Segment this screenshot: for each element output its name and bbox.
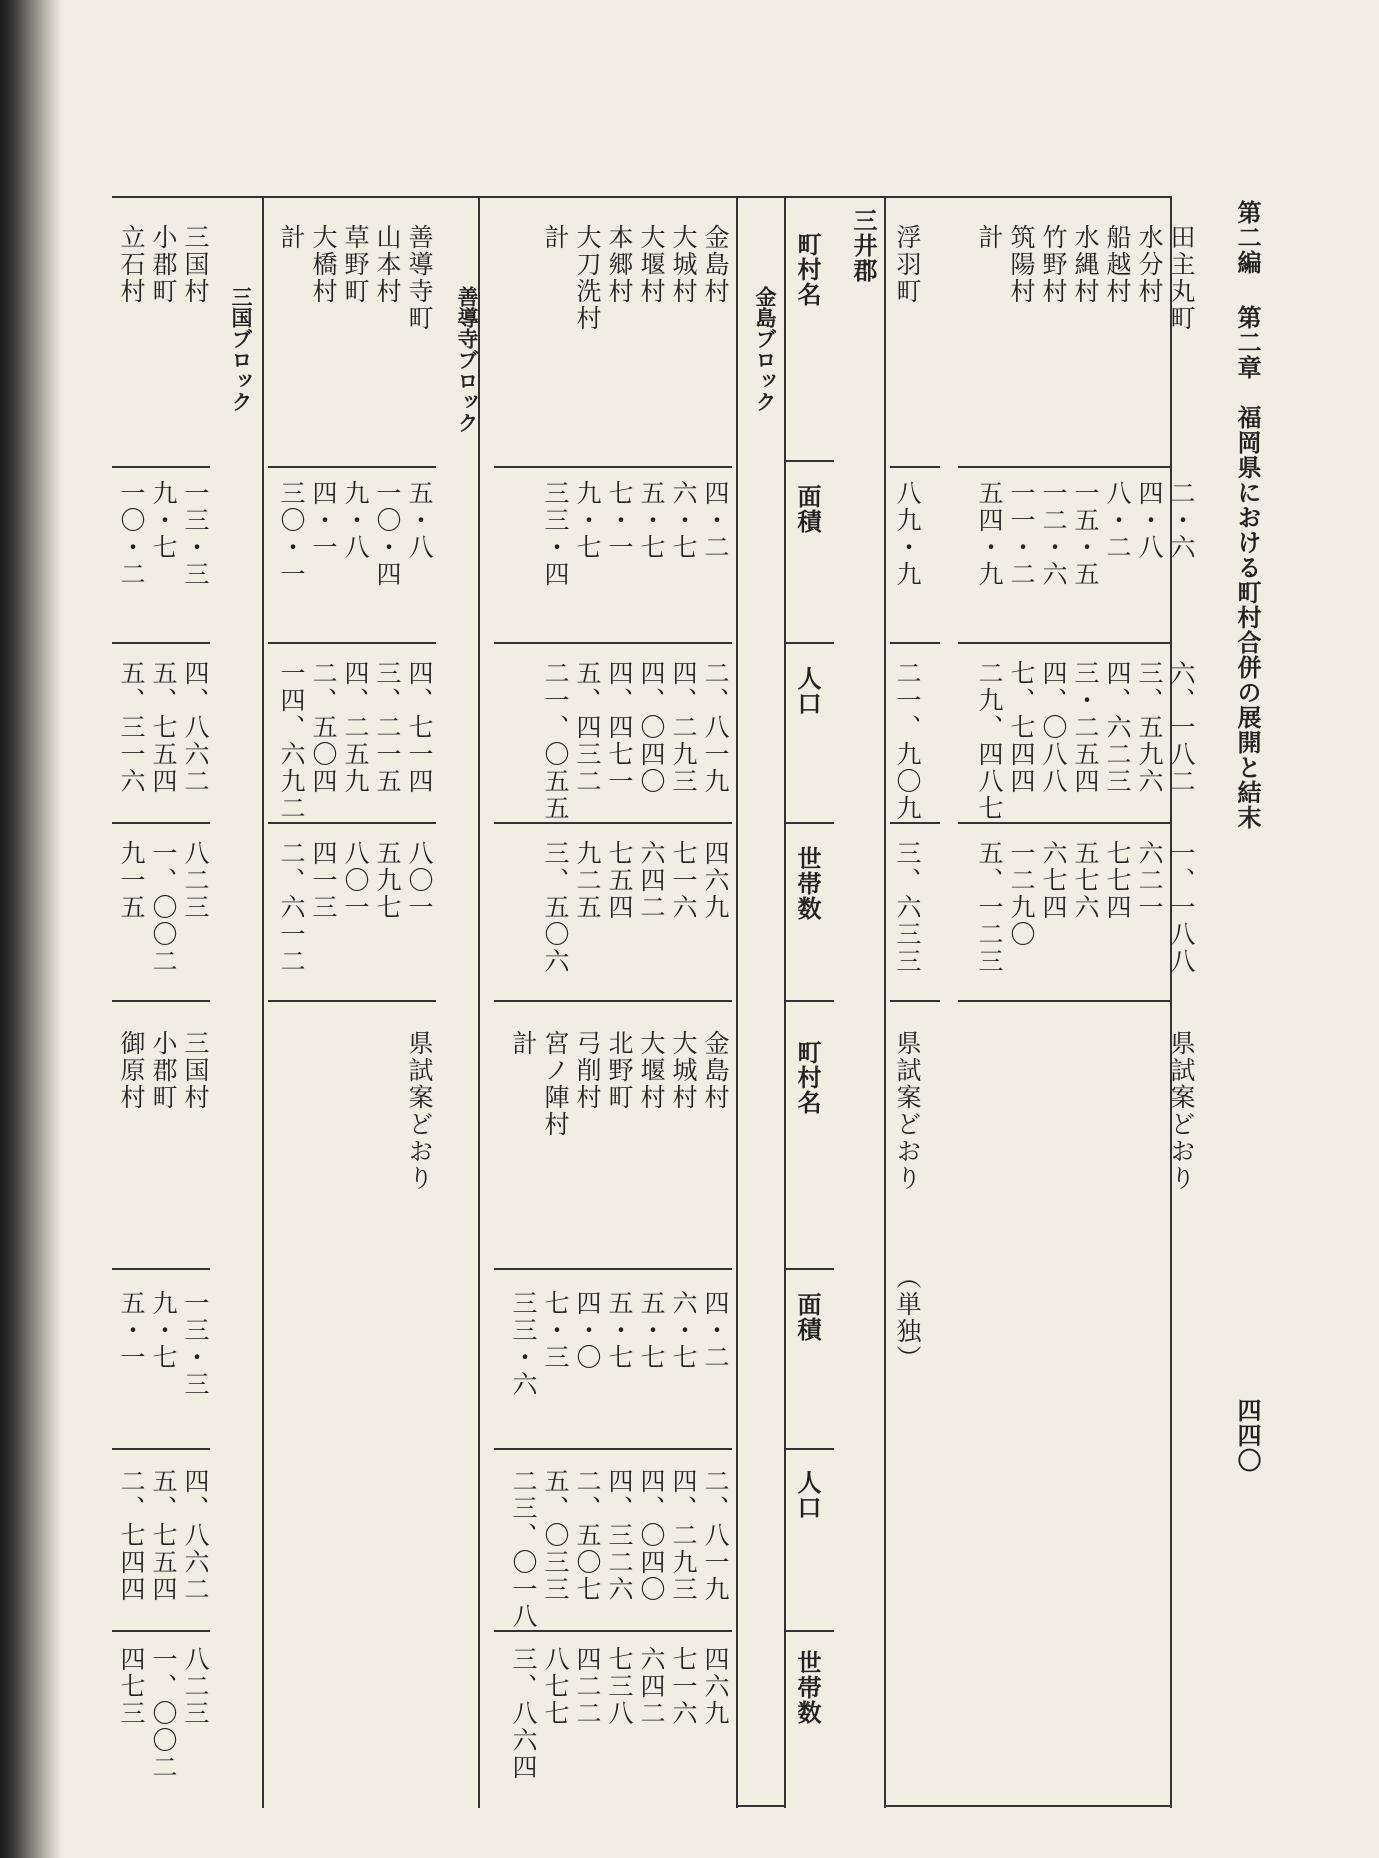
kanashima-after-population: 四、三二六	[605, 1468, 634, 1603]
ukiha-before-area: 八九・九	[893, 480, 922, 588]
kanashima-after-name: 大城村	[669, 1030, 698, 1111]
kanashima-after-area: 三三・六	[509, 1290, 538, 1398]
kanashima-before-households: 三、五〇六	[541, 840, 570, 975]
kanashima-after-name: 計	[509, 1030, 538, 1057]
zendoji-before-population: 二、五〇四	[309, 660, 338, 795]
note-ukiha-single: （単独）	[893, 1264, 922, 1372]
mikuni-before-name: 三国村	[181, 224, 210, 305]
divider-zendoji	[478, 196, 480, 1808]
mikuni-before-population: 五、三一六	[117, 660, 146, 795]
tanushimaru-before-name: 竹野村	[1039, 224, 1068, 305]
mikuni-before-area: 一〇・二	[117, 480, 146, 588]
tanushimaru-before-households: 六二一	[1135, 840, 1164, 921]
mikuni-before-name: 小郡町	[149, 224, 178, 305]
table-right-rule	[1170, 196, 1172, 1808]
mikuni-after-name: 三国村	[181, 1030, 210, 1111]
mikuni-before-name: 立石村	[117, 224, 146, 305]
ukiha-before-population: 二一、九〇九	[893, 660, 922, 822]
zendoji-before-area: 一〇・四	[373, 480, 402, 588]
kanashima-after-households: 七三八	[605, 1646, 634, 1727]
kanashima-after-households: 六四二	[637, 1646, 666, 1727]
mikuni-after-name: 小郡町	[149, 1030, 178, 1111]
kanashima-before-population: 二一、〇五五	[541, 660, 570, 822]
zendoji-before-name: 草野町	[341, 224, 370, 305]
kanashima-before-area: 三三・四	[541, 480, 570, 588]
label-zendoji: 善導寺ブロック	[455, 286, 480, 433]
header-population-after: 人口	[793, 1470, 822, 1520]
label-kanashima: 金島ブロック	[753, 286, 778, 412]
kanashima-before-households: 七五四	[605, 840, 634, 921]
zendoji-before-population: 一四、六九二	[277, 660, 306, 822]
header-population: 人口	[793, 666, 822, 716]
kanashima-before-area: 六・七	[669, 480, 698, 561]
tanushimaru-before-population: 二九、四八七	[975, 660, 1004, 822]
kanashima-before-name: 計	[541, 224, 570, 251]
kanashima-after-households: 三、八六四	[509, 1646, 538, 1781]
zendoji-before-households: 五九七	[373, 840, 402, 921]
tanushimaru-before-name: 水縄村	[1071, 224, 1100, 305]
zendoji-before-area: 五・八	[405, 480, 434, 561]
header-area: 面積	[793, 484, 822, 534]
zendoji-before-population: 四、七一四	[405, 660, 434, 795]
tanushimaru-before-population: 三、五九六	[1135, 660, 1164, 795]
kanashima-after-population: 二三、〇一八	[509, 1468, 538, 1630]
kanashima-before-population: 四、二九三	[669, 660, 698, 795]
kanashima-after-area: 四・二	[701, 1290, 730, 1371]
mikuni-before-population: 四、八六二	[181, 660, 210, 795]
mikuni-before-population: 五、七五四	[149, 660, 178, 795]
zendoji-before-name: 計	[277, 224, 306, 251]
kanashima-after-population: 五、〇三三	[541, 1468, 570, 1603]
mikuni-before-area: 一三・三	[181, 480, 210, 588]
tanushimaru-before-area: 四・八	[1135, 480, 1164, 561]
kanashima-after-households: 四六九	[701, 1646, 730, 1727]
label-mikuni: 三国ブロック	[229, 286, 254, 412]
note-pre-ugeha: 県試案どおり	[1167, 1030, 1196, 1192]
kanashima-after-name: 宮ノ陣村	[541, 1030, 570, 1138]
kanashima-after-area: 五・七	[637, 1290, 666, 1371]
note-ukiha: 県試案どおり	[893, 1030, 922, 1192]
kanashima-before-name: 大城村	[669, 224, 698, 305]
mikuni-after-population: 五、七五四	[149, 1468, 178, 1603]
kanashima-before-name: 本郷村	[605, 224, 634, 305]
chapter-header: 第二編 第二章 福岡県における町村合併の展開と結末	[1233, 200, 1262, 830]
header-name-after: 町村名	[793, 1040, 822, 1115]
kanashima-after-population: 四、〇四〇	[637, 1468, 666, 1603]
mikuni-after-area: 九・七	[149, 1290, 178, 1371]
kanashima-before-name: 大刀洗村	[573, 224, 602, 332]
kanashima-before-area: 五・七	[637, 480, 666, 561]
note-zendoji: 県試案どおり	[405, 1030, 434, 1192]
tanushimaru-before-population: 三・二五四	[1071, 660, 1100, 795]
mikuni-after-population: 二、七四四	[117, 1468, 146, 1603]
kanashima-after-population: 四、二九三	[669, 1468, 698, 1603]
tanushimaru-before-households: 一二九〇	[1007, 840, 1036, 948]
tanushimaru-before-name: 田主丸町	[1167, 224, 1196, 332]
tanushimaru-before-name: 水分村	[1135, 224, 1164, 305]
zendoji-before-households: 四一三	[309, 840, 338, 921]
district-label: 三井郡	[849, 208, 878, 283]
kanashima-before-name: 大堰村	[637, 224, 666, 305]
tanushimaru-before-households: 五七六	[1071, 840, 1100, 921]
tanushimaru-before-area: 一一・二	[1007, 480, 1036, 588]
tanushimaru-before-population: 七、七四四	[1007, 660, 1036, 795]
kanashima-after-name: 大堰村	[637, 1030, 666, 1111]
header-col-right-rule	[784, 196, 786, 1808]
kanashima-before-area: 九・七	[573, 480, 602, 561]
ukiha-before-households: 三、六三三	[893, 840, 922, 975]
kanashima-before-population: 四、四七一	[605, 660, 634, 795]
book-spine-shadow	[0, 0, 62, 1858]
tanushimaru-before-area: 八・二	[1103, 480, 1132, 561]
header-households-after: 世帯数	[793, 1650, 822, 1725]
tanushimaru-before-name: 筑陽村	[1007, 224, 1036, 305]
divider-district	[884, 196, 886, 1808]
page-number: 四四〇	[1233, 1398, 1262, 1473]
tanushimaru-before-population: 四、〇八八	[1039, 660, 1068, 795]
zendoji-before-area: 四・一	[309, 480, 338, 561]
zendoji-before-name: 山本村	[373, 224, 402, 305]
mikuni-after-households: 四七三	[117, 1646, 146, 1727]
mikuni-after-households: 八二三	[181, 1646, 210, 1727]
zendoji-before-name: 大橋村	[309, 224, 338, 305]
kanashima-before-households: 九二五	[573, 840, 602, 921]
kanashima-before-area: 七・一	[605, 480, 634, 561]
kanashima-after-area: 七・三	[541, 1290, 570, 1371]
zendoji-before-population: 三、二一五	[373, 660, 402, 795]
mikuni-before-area: 九・七	[149, 480, 178, 561]
mikuni-after-area: 五・一	[117, 1290, 146, 1371]
zendoji-before-households: 八〇一	[341, 840, 370, 921]
mikuni-before-households: 一、〇〇二	[149, 840, 178, 975]
tanushimaru-before-area: 二・六	[1167, 480, 1196, 561]
mikuni-before-households: 八二三	[181, 840, 210, 921]
tanushimaru-before-area: 一五・五	[1071, 480, 1100, 588]
kanashima-before-households: 六四二	[637, 840, 666, 921]
ukiha-before-name: 浮羽町	[893, 224, 922, 305]
kanashima-before-households: 七一六	[669, 840, 698, 921]
kanashima-after-name: 金島村	[701, 1030, 730, 1111]
kanashima-after-population: 二、八一九	[701, 1468, 730, 1603]
tanushimaru-before-name: 船越村	[1103, 224, 1132, 305]
zendoji-before-area: 三〇・一	[277, 480, 306, 588]
kanashima-after-area: 六・七	[669, 1290, 698, 1371]
kanashima-before-population: 四、〇四〇	[637, 660, 666, 795]
kanashima-after-households: 八七七	[541, 1646, 570, 1727]
tanushimaru-before-population: 六、一八二	[1167, 660, 1196, 795]
header-households: 世帯数	[793, 846, 822, 921]
table-top-rule	[112, 196, 1172, 198]
divider-kanashima-right	[736, 196, 738, 1808]
kanashima-after-households: 七一六	[669, 1646, 698, 1727]
mikuni-after-area: 一三・三	[181, 1290, 210, 1398]
kanashima-after-name: 弓削村	[573, 1030, 602, 1111]
tanushimaru-before-households: 一、一八八	[1167, 840, 1196, 975]
kanashima-after-area: 四・〇	[573, 1290, 602, 1371]
zendoji-before-households: 八〇一	[405, 840, 434, 921]
kanashima-before-name: 金島村	[701, 224, 730, 305]
tanushimaru-before-households: 五、一二三	[975, 840, 1004, 975]
mikuni-after-population: 四、八六二	[181, 1468, 210, 1603]
divider-mikuni	[262, 196, 264, 1808]
zendoji-before-households: 二、六一二	[277, 840, 306, 975]
kanashima-before-population: 五、四三二	[573, 660, 602, 795]
tanushimaru-before-area: 一二・六	[1039, 480, 1068, 588]
mikuni-after-households: 一、〇〇二	[149, 1646, 178, 1781]
header-name: 町村名	[793, 232, 822, 307]
header-area-after: 面積	[793, 1292, 822, 1342]
mikuni-after-name: 御原村	[117, 1030, 146, 1111]
tanushimaru-before-population: 四、六二三	[1103, 660, 1132, 795]
zendoji-before-population: 四、二五九	[341, 660, 370, 795]
tanushimaru-before-households: 七七四	[1103, 840, 1132, 921]
zendoji-before-area: 九・八	[341, 480, 370, 561]
tanushimaru-before-households: 六七四	[1039, 840, 1068, 921]
kanashima-after-households: 四二二	[573, 1646, 602, 1727]
tanushimaru-before-area: 五四・九	[975, 480, 1004, 588]
kanashima-after-area: 五・七	[605, 1290, 634, 1371]
kanashima-before-households: 四六九	[701, 840, 730, 921]
kanashima-before-area: 四・二	[701, 480, 730, 561]
zendoji-before-name: 善導寺町	[405, 224, 434, 332]
kanashima-after-name: 北野町	[605, 1030, 634, 1111]
tanushimaru-before-name: 計	[975, 224, 1004, 251]
kanashima-after-population: 二、五〇七	[573, 1468, 602, 1603]
kanashima-before-population: 二、八一九	[701, 660, 730, 795]
mikuni-before-households: 九一五	[117, 840, 146, 921]
